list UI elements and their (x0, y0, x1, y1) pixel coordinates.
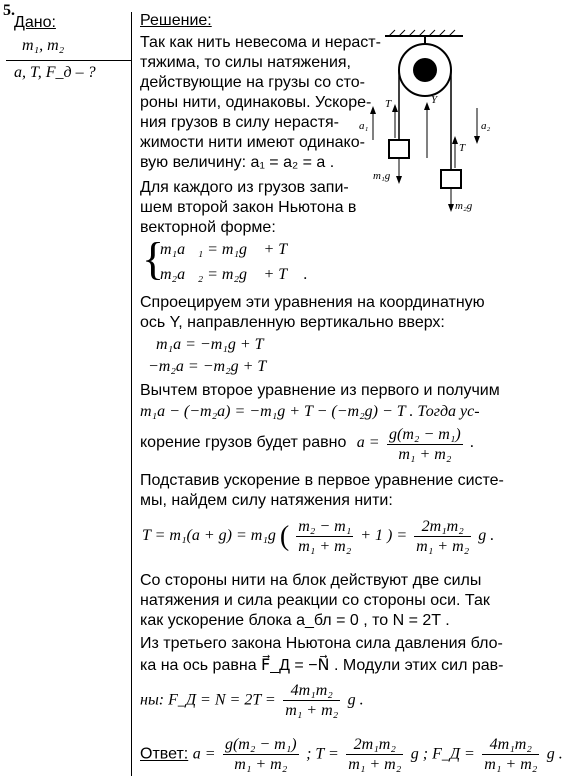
answer-label: Ответ: (140, 745, 189, 763)
tension-mid: + 1 ) = (360, 527, 408, 545)
p1-line: действующие на грузы со сто- (140, 74, 366, 91)
tension-fraction-2 (414, 517, 471, 556)
force-end: g . (347, 691, 364, 709)
p7-line: Из третьего закона Ньютона сила давления бло- (140, 635, 503, 652)
force-denominator: m₁ + m₂ (285, 702, 339, 719)
answer-a-numerator: g(m₂ − m₁) (224, 736, 297, 753)
answer-T-numerator: 2m₁m₂ (346, 735, 403, 755)
solution-header: Решение: (140, 12, 212, 29)
p2-line: Для каждого из грузов запи- (140, 179, 349, 196)
answer-a-denominator: m₁ + m₂ (234, 756, 288, 773)
tension-end: g . (478, 527, 495, 545)
accel-fraction (387, 425, 463, 464)
p4-line-3: корение грузов будет равно a = $\frac{\text{g(m₂ − m₁)}}{\text{m₁ + m₂}}$ . (140, 426, 475, 463)
tension-num-2: 2m₁m₂ (414, 517, 471, 537)
answer-T-fraction (346, 735, 403, 774)
p1-line: Так как нить невесома и нераст- (140, 34, 381, 51)
tension-fraction-1 (296, 517, 353, 556)
projection-eq-1: m₁a = −m₁g + T (156, 336, 264, 353)
p5-line: мы, найдем силу натяжения нити: (140, 492, 393, 509)
p4-line-2: m₁a − (−m₂a) = −m₁g + T − (−m₂g) − T . Тогда ус- (140, 403, 480, 420)
pulley-figure (345, 28, 495, 218)
given-unknowns: a, T, F_д – ? (14, 64, 96, 81)
answer-F-numerator: 4m₁m₂ (482, 735, 539, 755)
answer-a-fraction (223, 735, 299, 774)
tension-num-1: m₂ − m₁ (298, 518, 352, 535)
given-divider (6, 60, 132, 61)
tension-formula: T = m₁(a + g) = m₁g ( $\frac{\text{m₂ − m₁}}{\text{m₁ + m₂}}$ + 1 ) = $\frac{\text{2m₁m₂}}{\text{m₁ + m₂}}$ g . (142, 518, 495, 555)
label-m2g: m₂g (455, 200, 473, 212)
label-a1: a₁ (359, 120, 369, 132)
p1-line: ния грузов в силу нерастя- (140, 114, 339, 131)
force-lhs: ны: F_Д = N = 2T = (140, 691, 276, 709)
p2-line: шем второй закон Ньютона в (140, 199, 357, 216)
system-brace: { (142, 233, 165, 284)
projection-eq-2: −m₂a = −m₂g + T (148, 358, 267, 375)
tension-den-1: m₁ + m₂ (298, 538, 352, 555)
p4-line-1: Вычтем второе уравнение из первого и получим (140, 382, 500, 399)
p7-line: ка на ось равна F⃗_Д = −N⃗ . Модули этих сил рав- (140, 657, 504, 674)
answer-a-lhs: a = (192, 745, 216, 763)
tension-lhs: T = m₁(a + g) = m₁g (142, 527, 276, 545)
tension-den-2: m₁ + m₂ (416, 538, 470, 555)
accel-denominator: m₁ + m₂ (398, 446, 452, 463)
p6-line: Со стороны нити на блок действуют две силы (140, 572, 482, 589)
force-numerator: 4m₁m₂ (283, 681, 340, 701)
answer-line (140, 735, 563, 774)
p3-line: Спроецируем эти уравнения на координатную (140, 294, 485, 311)
p3-line: ось Y, направленную вертикально вверх: (140, 314, 445, 331)
weight-m1 (389, 140, 409, 158)
answer-F-denominator: m₁ + m₂ (484, 756, 538, 773)
vertical-divider (131, 12, 132, 776)
accel-numerator: g(m₂ − m₁) (389, 426, 461, 443)
p1-line: тяжима, то силы натяжения, (140, 54, 351, 71)
p5-line: Подставив ускорение в первое уравнение систе- (140, 472, 504, 489)
answer-F-fraction (482, 735, 539, 774)
label-a2: a₂ (481, 120, 491, 132)
answer-T-denominator: m₁ + m₂ (348, 756, 402, 773)
pulley-hub (413, 58, 437, 82)
given-header: Дано: (14, 14, 56, 31)
p1-line: жимости нити имеют одинако- (140, 134, 365, 151)
label-t-left: T (385, 98, 392, 110)
p2-line: векторной форме: (140, 219, 276, 236)
answer-T-lhs: ; T = (306, 745, 339, 763)
weight-m2 (441, 170, 461, 188)
p1-line: роны нити, одинаковы. Ускоре- (140, 94, 372, 111)
problem-number: 5. (3, 2, 15, 19)
force-fraction (283, 681, 340, 720)
label-t-right: T (459, 142, 466, 154)
label-m1g: m₁g (373, 170, 391, 182)
p7-line-3 (140, 681, 364, 720)
label-y: Y (431, 94, 438, 106)
answer-F-lhs: g ; F_Д = (410, 745, 475, 763)
answer-end: g . (546, 745, 563, 763)
p1-line: вую величину: a₁ = a₂ = a . (140, 154, 335, 171)
system-eq-1: m₁a⃗₁ = m₁g⃗ + T⃗ (160, 241, 300, 258)
accel-text: корение грузов будет равно (140, 434, 347, 451)
p6-line: натяжения и сила реакции со стороны оси. Так (140, 592, 490, 609)
p6-line: как ускорение блока a_бл = 0 , то N = 2T . (140, 612, 450, 629)
system-eq-2: m₂a⃗₂ = m₂g⃗ + T⃗ . (160, 266, 308, 283)
accel-lhs: a = (356, 434, 380, 451)
given-masses: m₁, m₂ (22, 37, 65, 54)
